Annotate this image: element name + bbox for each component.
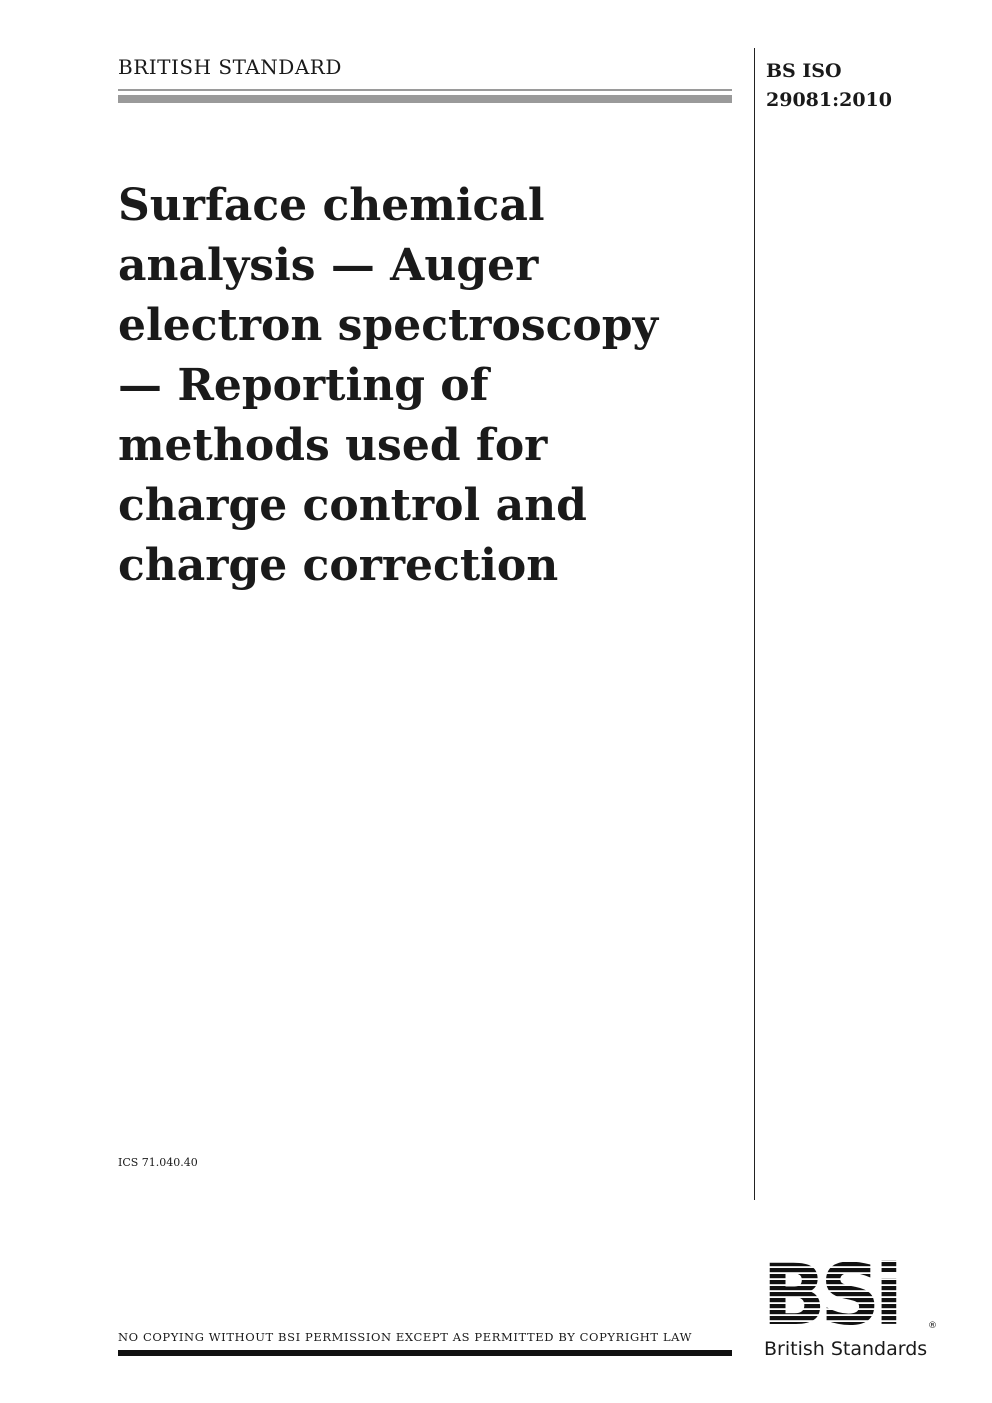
document-title <box>118 176 748 596</box>
bsi-logo-graphic <box>762 1256 937 1336</box>
vertical-divider <box>754 48 755 1200</box>
registered-mark: ® <box>928 1321 937 1331</box>
standard-number <box>766 57 892 115</box>
header-rule <box>118 89 732 104</box>
title-line: electron spectroscopy <box>118 300 659 351</box>
footer-rule <box>118 1350 732 1356</box>
title-line: Surface chemical <box>118 180 545 231</box>
title-line: methods used for <box>118 420 548 471</box>
ics-code: ICS 71.040.40 <box>118 1156 198 1169</box>
copyright-notice: NO COPYING WITHOUT BSI PERMISSION EXCEPT AS PERMITTED BY COPYRIGHT LAW <box>118 1330 693 1344</box>
title-line: analysis — Auger <box>118 240 539 291</box>
header-label: BRITISH STANDARD <box>118 55 342 79</box>
title-line: charge correction <box>118 540 559 591</box>
header-rule-thin <box>118 89 732 91</box>
header-rule-thick <box>118 95 732 103</box>
standard-number-line2: 29081:2010 <box>766 89 892 111</box>
standard-number-line1: BS ISO <box>766 60 842 82</box>
title-line: charge control and <box>118 480 587 531</box>
title-line: — Reporting of <box>118 360 489 411</box>
logo-caption: British Standards <box>764 1338 928 1360</box>
